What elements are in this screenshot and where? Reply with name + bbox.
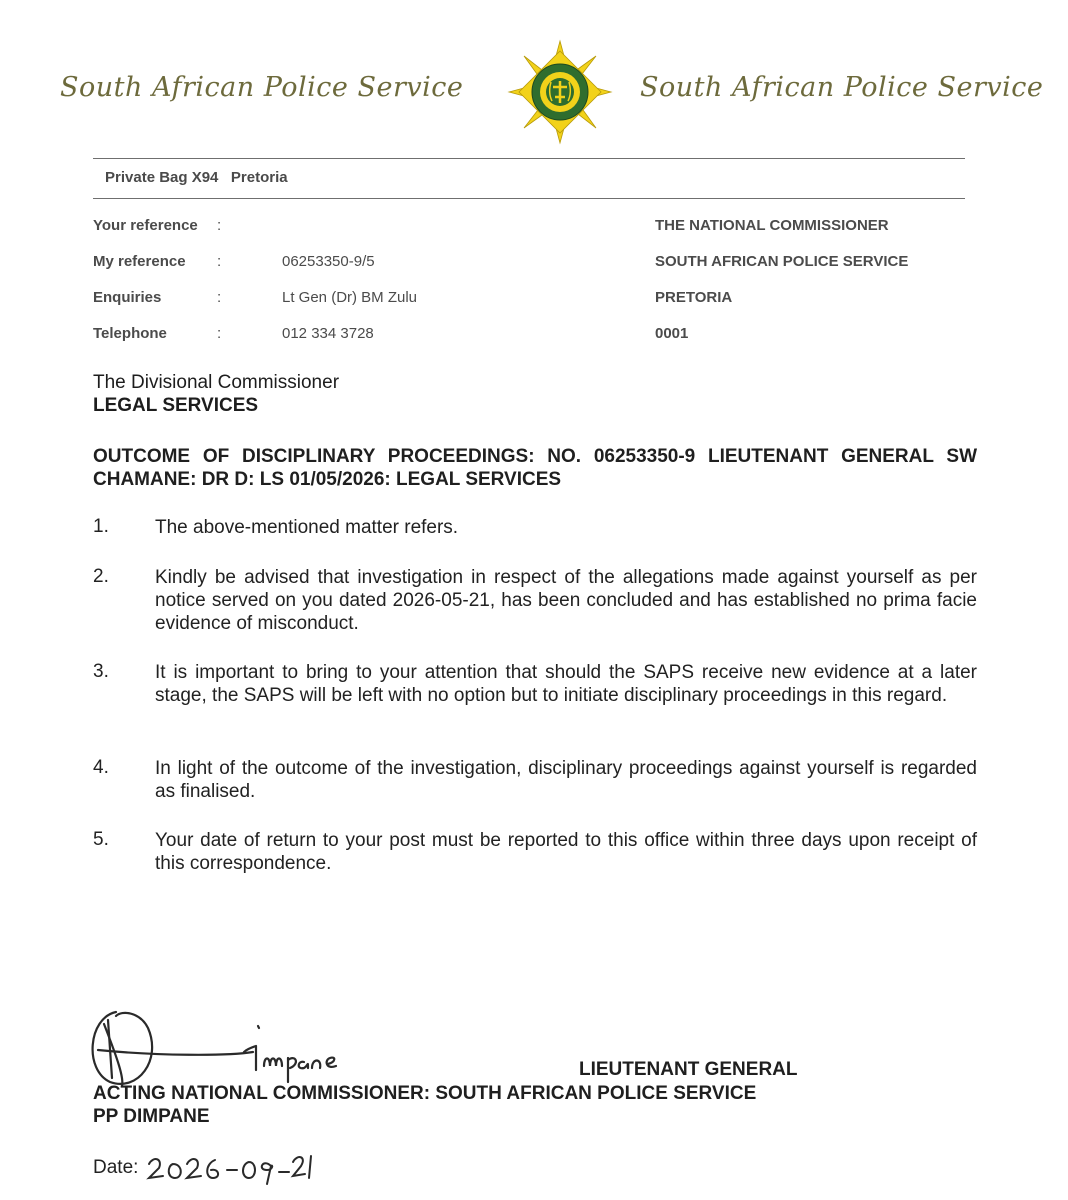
date-label: Date: [93,1157,139,1178]
addressee-line-2: LEGAL SERVICES [93,395,259,416]
sender-address-line: THE NATIONAL COMMISSIONER [655,217,889,234]
ref-label-my-reference: My reference [93,253,186,270]
paragraph-number: 5. [93,829,109,850]
ref-colon: : [217,253,222,270]
ref-label-telephone: Telephone [93,325,167,342]
addressee-line-1: The Divisional Commissioner [93,372,340,393]
postal-address: Private Bag X94 Pretoria [105,169,288,186]
header-rule-bottom [93,198,965,199]
paragraph-text: In light of the outcome of the investigation, disciplinary proceedings against yourself is regarded as finalised. [155,758,977,802]
paragraph-text: It is important to bring to your attention that should the SAPS receive new evidence at a later stage, the SAPS will be left with no option but to initiate disciplinary proceedings in this regard. [155,662,977,706]
letterhead-left-title: South African Police Service [60,72,464,103]
ref-value-enquiries: Lt Gen (Dr) BM Zulu [282,289,418,306]
ref-colon: : [217,325,222,342]
header-rule-top [93,158,965,159]
saps-emblem-icon [505,37,615,147]
letter-subject: OUTCOME OF DISCIPLINARY PROCEEDINGS: NO. 06253350-9 LIEUTENANT GENERAL SW CHAMANE: DR D: LS 01/05/2026: LEGAL SERVICES [93,446,977,490]
signatory-name: PP DIMPANE [93,1106,210,1127]
signatory-rank: LIEUTENANT GENERAL [579,1059,798,1080]
paragraph-text: Your date of return to your post must be reported to this office within three days upon receipt of this correspondence. [155,830,977,874]
paragraph-number: 2. [93,566,109,587]
paragraph-text: The above-mentioned matter refers. [155,517,459,538]
ref-value-telephone: 012 334 3728 [282,325,374,342]
sender-address-line: SOUTH AFRICAN POLICE SERVICE [655,253,909,270]
sender-address-line: 0001 [655,325,689,342]
paragraph-text: Kindly be advised that investigation in respect of the allegations made against yourself as per notice served on you dated 2026-05-21, has been concluded and has established no prima facie evidence of misconduct. [155,567,977,634]
paragraph-number: 4. [93,757,109,778]
paragraph-number: 3. [93,661,109,682]
handwritten-date [145,1148,315,1188]
signatory-title: ACTING NATIONAL COMMISSIONER: SOUTH AFRICAN POLICE SERVICE [93,1083,757,1104]
ref-label-your-reference: Your reference [93,217,198,234]
ref-label-enquiries: Enquiries [93,289,162,306]
letterhead-right-title: South African Police Service [640,72,1044,103]
ref-colon: : [217,289,222,306]
sender-address-line: PRETORIA [655,289,733,306]
ref-value-my-reference: 06253350-9/5 [282,253,375,270]
paragraph-number: 1. [93,516,109,537]
ref-colon: : [217,217,222,234]
